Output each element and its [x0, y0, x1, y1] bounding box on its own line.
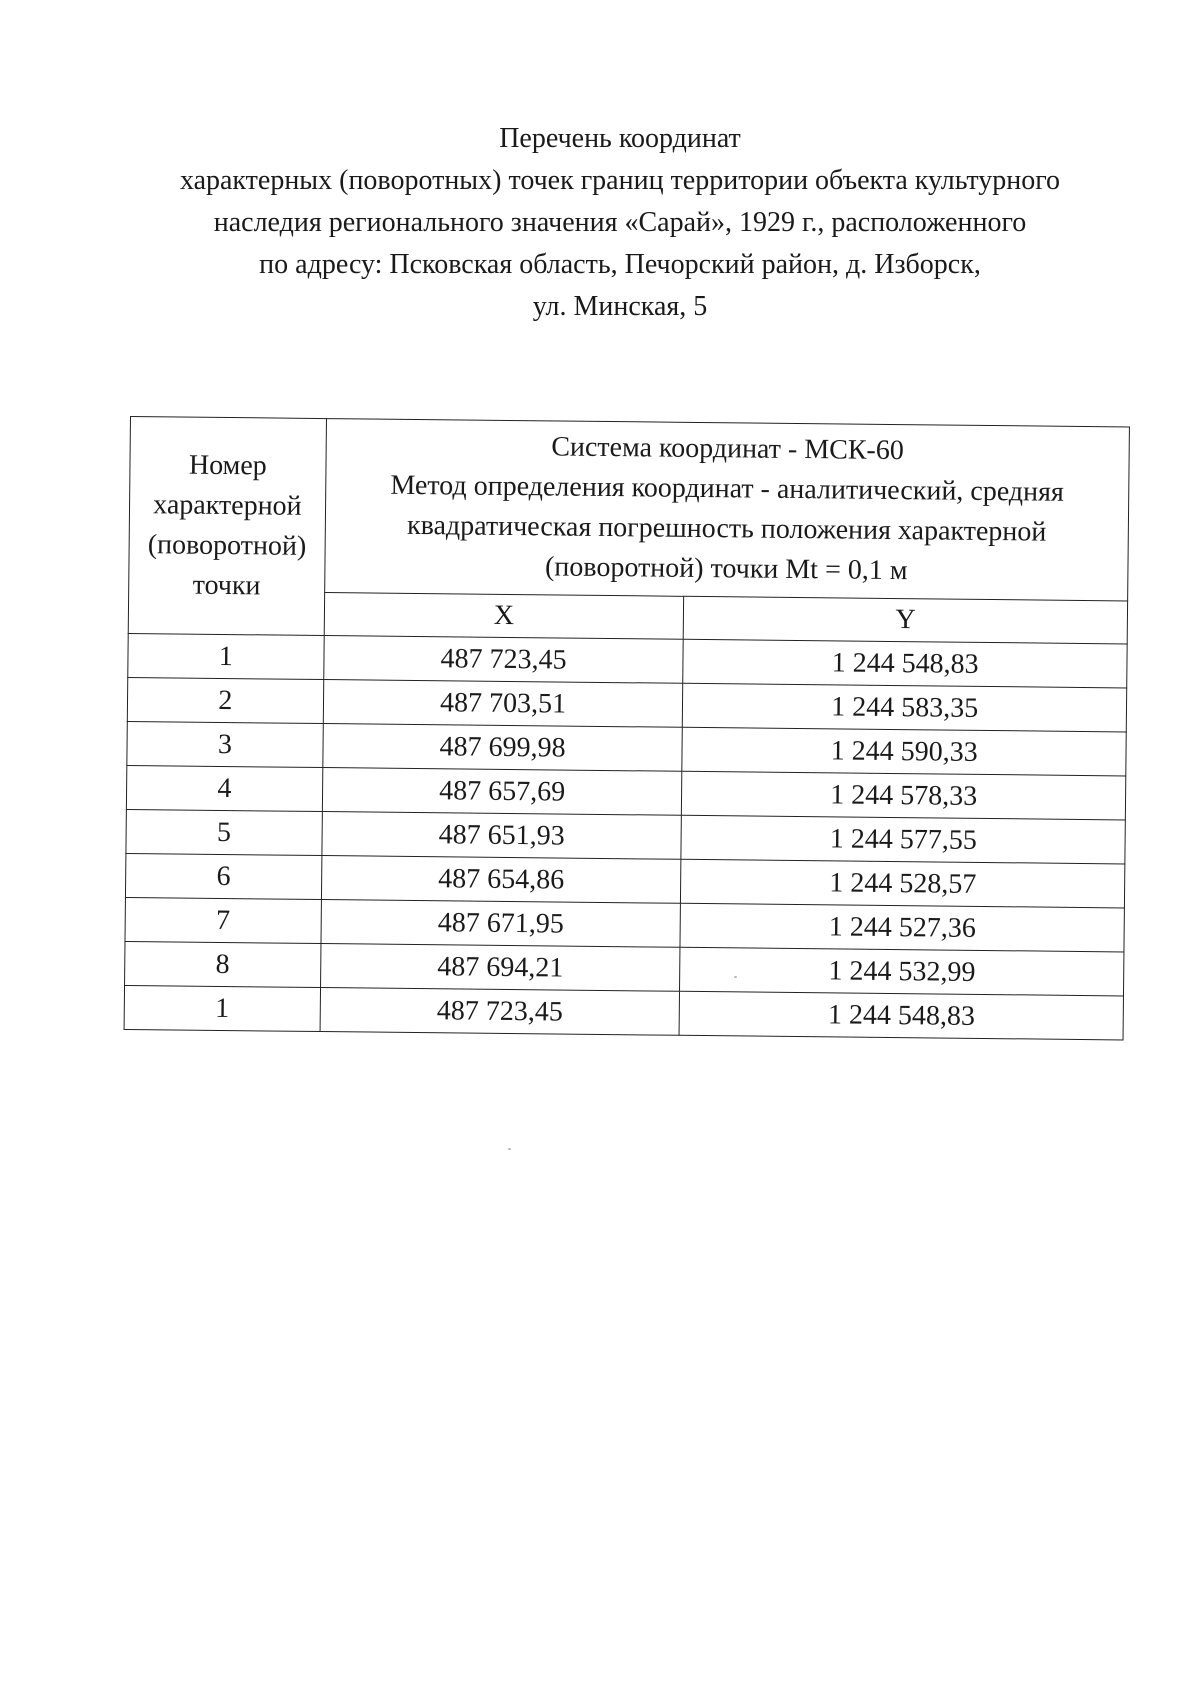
cell-point-number: 3 — [127, 721, 323, 767]
cell-y: 1 244 578,33 — [682, 771, 1126, 820]
cell-y: 1 244 590,33 — [682, 727, 1126, 776]
scan-speck — [734, 976, 737, 978]
heading-line: ул. Минская, 5 — [532, 291, 708, 322]
cell-x: 487 694,21 — [320, 944, 680, 992]
header-number-line: точки — [192, 569, 261, 602]
cell-point-number: 5 — [126, 809, 322, 855]
document-heading — [120, 118, 1120, 328]
cell-x: 487 654,86 — [321, 856, 681, 904]
header-system-line: квадратическая погрешность положения характерной — [406, 510, 1047, 548]
cell-y: 1 244 532,99 — [680, 947, 1124, 996]
heading-line: Перечень координат — [499, 123, 741, 154]
cell-x: 487 703,51 — [323, 680, 683, 728]
table-header-row — [129, 417, 1130, 601]
cell-y: 1 244 527,36 — [680, 903, 1124, 952]
coordinates-table — [124, 416, 1130, 1040]
cell-x: 487 651,93 — [322, 812, 682, 860]
cell-y: 1 244 583,35 — [683, 683, 1127, 732]
cell-x: 487 723,45 — [324, 636, 684, 684]
header-system-line: Метод определения координат - аналитический, средняя — [390, 470, 1065, 509]
cell-point-number: 1 — [124, 985, 320, 1031]
header-x: X — [324, 592, 684, 639]
heading-line: характерных (поворотных) точек границ территории объекта культурного — [179, 165, 1061, 196]
table-row — [124, 985, 1123, 1039]
header-system-line: (поворотной) точки Mt = 0,1 м — [544, 551, 908, 587]
cell-point-number: 1 — [128, 633, 324, 679]
heading-line: по адресу: Псковская область, Печорский район, д. Изборск, — [259, 249, 981, 280]
header-coordinate-system — [324, 419, 1129, 601]
cell-x: 487 723,45 — [320, 988, 680, 1036]
cell-y: 1 244 548,83 — [679, 991, 1123, 1040]
cell-y: 1 244 548,83 — [683, 639, 1127, 688]
cell-point-number: 6 — [125, 853, 321, 899]
header-y: Y — [684, 596, 1128, 644]
cell-x: 487 671,95 — [321, 900, 681, 948]
cell-y: 1 244 577,55 — [681, 815, 1125, 864]
cell-y: 1 244 528,57 — [681, 859, 1125, 908]
cell-point-number: 2 — [127, 677, 323, 723]
heading-line: наследия регионального значения «Сарай», 1929 г., расположенного — [213, 207, 1027, 238]
cell-point-number: 4 — [126, 765, 322, 811]
cell-x: 487 699,98 — [323, 724, 683, 772]
header-number-line: Номер — [188, 449, 267, 482]
header-number-line: характерной — [153, 489, 302, 522]
cell-x: 487 657,69 — [322, 768, 682, 816]
cell-point-number: 8 — [125, 941, 321, 987]
header-system-line: Система координат - МСК-60 — [551, 431, 905, 467]
cell-point-number: 7 — [125, 897, 321, 943]
header-point-number — [128, 417, 326, 636]
scan-speck — [508, 1148, 511, 1150]
header-number-line: (поворотной) — [147, 529, 307, 562]
